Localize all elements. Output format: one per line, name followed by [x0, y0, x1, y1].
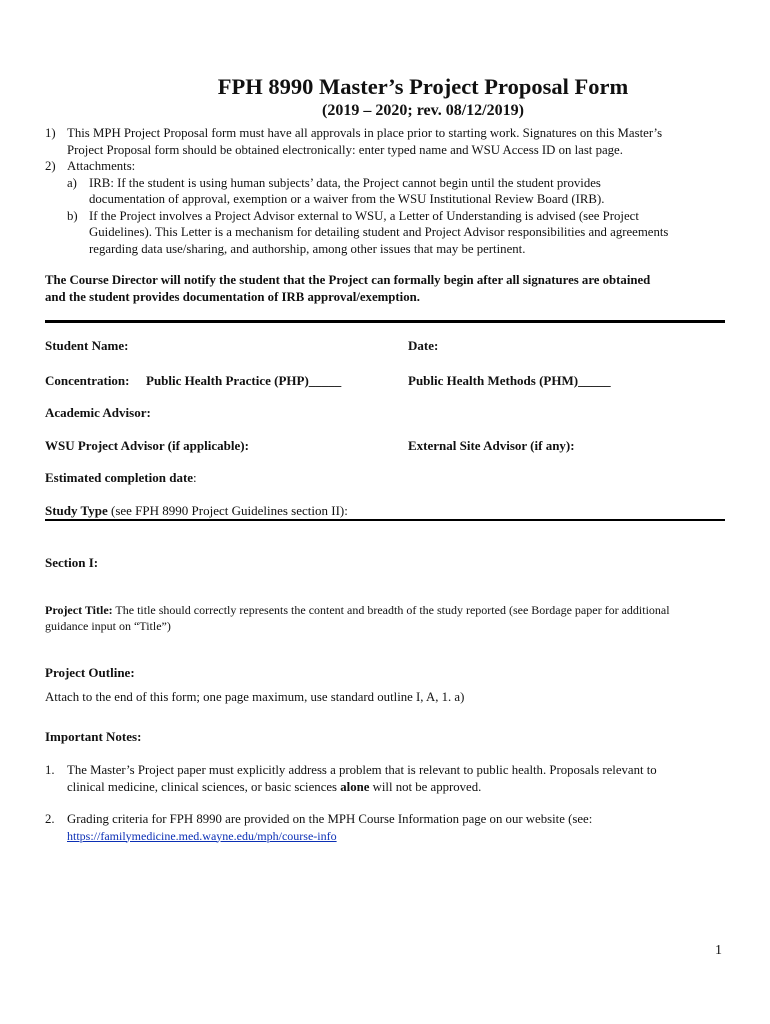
project-outline-heading: Project Outline: [45, 665, 135, 680]
external-site-advisor-field[interactable]: External Site Advisor (if any): [408, 438, 575, 453]
sub-item-a-line-1: IRB: If the student is using human subjects’ data, the Project cannot begin until the student provides [89, 175, 601, 190]
wsu-project-advisor-field[interactable]: WSU Project Advisor (if applicable): [45, 438, 249, 453]
date-field[interactable]: Date: [408, 338, 439, 353]
completion-date-colon: : [193, 470, 197, 485]
intro-item-1 [45, 125, 668, 257]
intro-item-1-line-2: Project Proposal form should be obtained electronically: enter typed name and WSU Access ID on last page. [67, 142, 623, 157]
project-title-line-1: The title should correctly represents the content and breadth of the study reported (see Bordage paper for additional [112, 603, 670, 617]
study-type-note: (see FPH 8990 Project Guidelines section II): [107, 503, 348, 518]
notice-line-1: The Course Director will notify the student that the Project can formally begin after all signatures are obtained [45, 273, 651, 287]
note-1-line-1: The Master’s Project paper must explicitly address a problem that is relevant to public health. Proposals relevant to [67, 763, 657, 777]
important-notes-heading: Important Notes: [45, 729, 142, 744]
project-outline-text: Attach to the end of this form; one page maximum, use standard outline I, A, 1. a) [45, 690, 465, 704]
fields-divider [45, 519, 725, 521]
sub-item-a-number: a) [67, 175, 77, 190]
note-1-number: 1. [45, 763, 55, 777]
intro-item-2-label: Attachments: [67, 159, 136, 173]
note-1-emphasis: alone [340, 779, 370, 794]
note-2 [45, 811, 592, 844]
note-1 [45, 762, 657, 795]
sub-item-b-line-3: regarding data use/sharing, and authorship, among other issues that may be pertinent. [89, 241, 526, 256]
intro-item-1-number: 1) [45, 126, 56, 140]
project-title-block[interactable] [45, 602, 670, 634]
concentration-label: Concentration: [45, 373, 130, 388]
note-2-line-1: Grading criteria for FPH 8990 are provided on the MPH Course Information page on our website (see: [67, 812, 593, 826]
academic-advisor-field[interactable]: Academic Advisor: [45, 405, 151, 420]
note-1-line-2-start: clinical medicine, clinical sciences, or basic sciences [67, 779, 341, 794]
intro-item-2-number: 2) [45, 159, 56, 173]
completion-date-label: Estimated completion date [45, 470, 194, 485]
sub-item-a-line-2: documentation of approval, exemption or a waiver from the WSU Institutional Review Board (IRB). [89, 192, 605, 206]
course-info-link[interactable]: https://familymedicine.med.wayne.edu/mph/course-info [67, 828, 337, 843]
study-type-label: Study Type [45, 503, 108, 518]
top-divider [45, 320, 725, 323]
page-number: 1 [715, 943, 722, 958]
project-title-line-2: guidance input on “Title”) [45, 619, 171, 633]
page-title: FPH 8990 Master’s Project Proposal Form [217, 74, 629, 99]
course-director-notice [45, 272, 650, 306]
note-2-number: 2. [45, 812, 55, 826]
study-type-field[interactable] [45, 503, 348, 519]
sub-item-b-number: b) [67, 208, 78, 223]
note-1-line-2-end: will not be approved. [369, 779, 482, 794]
completion-date-field[interactable] [45, 470, 197, 486]
page-subtitle: (2019 – 2020; rev. 08/12/2019) [322, 102, 524, 119]
concentration-php-option[interactable]: Public Health Practice (PHP)_____ [146, 373, 342, 388]
intro-item-1-line-1: This MPH Project Proposal form must have all approvals in place prior to starting work. Signatures on this Master’s [67, 126, 663, 140]
project-title-label: Project Title: [45, 603, 113, 617]
concentration-phm-option[interactable]: Public Health Methods (PHM)_____ [408, 373, 611, 388]
sub-item-b-line-2: Guidelines). This Letter is a mechanism for detailing student and Project Advisor responsibilities and agreements [89, 225, 669, 239]
section-1-heading: Section I: [45, 555, 99, 570]
sub-item-b-line-1: If the Project involves a Project Advisor external to WSU, a Letter of Understanding is advised (see Project [89, 208, 639, 223]
student-name-field[interactable]: Student Name: [45, 338, 129, 353]
notice-line-2: and the student provides documentation of IRB approval/exemption. [45, 290, 420, 304]
